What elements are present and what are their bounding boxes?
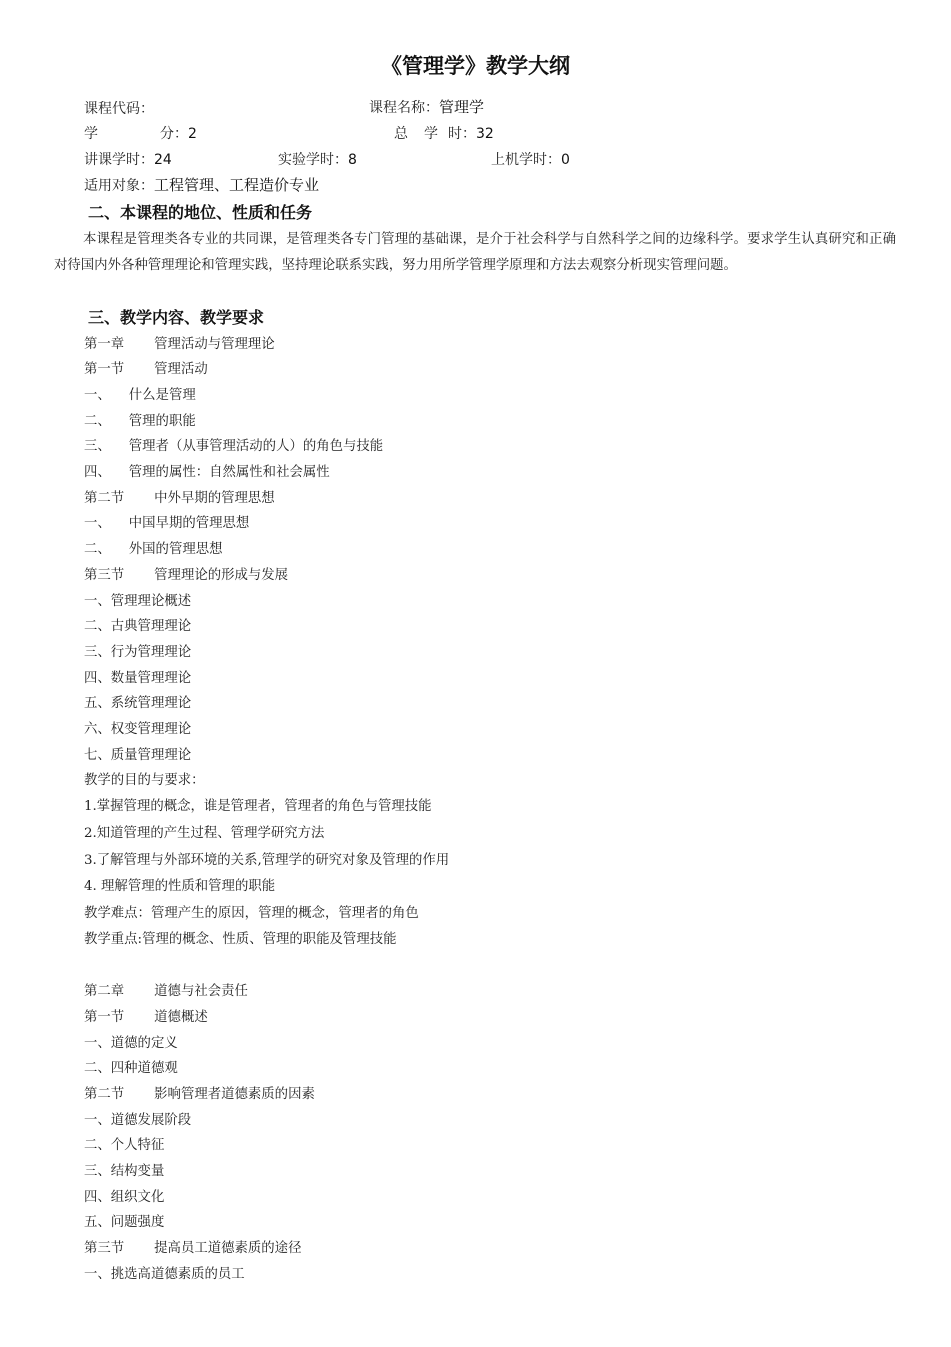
teaching-difficulty: 教学难点：管理产生的原因，管理的概念，管理者的角色 — [84, 906, 419, 921]
chapter-2-section-1-heading — [84, 1006, 208, 1025]
section-label: 第三节 — [84, 568, 125, 583]
list-item: 二、古典管理理论 — [84, 619, 192, 634]
section-title: 管理活动 — [154, 362, 208, 377]
chapter-2-section-2-heading — [84, 1083, 315, 1102]
section-2-heading: 二、本课程的地位、性质和任务 — [88, 203, 313, 222]
chapter-2-section-3-heading — [84, 1237, 301, 1256]
list-number: 二、 — [84, 414, 111, 429]
list-item — [84, 435, 383, 454]
section-label: 第一节 — [84, 362, 125, 377]
list-item: 三、行为管理理论 — [84, 645, 192, 660]
list-text: 管理者（从事管理活动的人）的角色与技能 — [128, 439, 384, 454]
lecture-hours-label: 讲课学时： — [84, 152, 154, 168]
list-item — [84, 410, 196, 429]
list-text: 外国的管理思想 — [128, 542, 223, 557]
list-item: 一、道德发展阶段 — [84, 1113, 192, 1128]
total-hours-label-c: 时： — [448, 126, 476, 142]
credits — [84, 123, 197, 143]
chapter-2-label: 第二章 — [84, 984, 125, 999]
list-item: 六、权变管理理论 — [84, 722, 192, 737]
list-text: 管理的属性：自然属性和社会属性 — [128, 465, 330, 480]
list-item: 三、结构变量 — [84, 1164, 165, 1179]
chapter-2-title: 道德与社会责任 — [154, 984, 248, 999]
section-title: 道德概述 — [154, 1010, 208, 1025]
list-number: 一、 — [84, 516, 111, 531]
list-text: 什么是管理 — [128, 388, 196, 403]
machine-hours-value: 0 — [561, 152, 570, 168]
chapter-1-section-1-heading — [84, 358, 208, 377]
chapter-1-label: 第一章 — [84, 337, 125, 352]
goals-label: 教学的目的与要求： — [84, 773, 205, 788]
total-hours-label-a: 总 — [394, 126, 408, 142]
list-item: 五、问题强度 — [84, 1215, 165, 1230]
chapter-2-heading — [84, 980, 248, 999]
total-hours-value: 32 — [476, 126, 494, 142]
section-label: 第二节 — [84, 1087, 125, 1102]
list-item: 四、数量管理理论 — [84, 671, 192, 686]
goal-item: 1.掌握管理的概念，谁是管理者，管理者的角色与管理技能 — [84, 799, 432, 814]
list-number: 二、 — [84, 542, 111, 557]
course-name-value: 管理学 — [439, 98, 485, 116]
section-title: 影响管理者道德素质的因素 — [154, 1087, 315, 1102]
section-title: 提高员工道德素质的途径 — [154, 1241, 302, 1256]
section-label: 第三节 — [84, 1241, 125, 1256]
machine-hours-label: 上机学时： — [491, 152, 561, 168]
goal-item: 3.了解管理与外部环境的关系,管理学的研究对象及管理的作用 — [84, 853, 450, 868]
total-hours-label-b: 学 — [424, 126, 438, 142]
audience-label: 适用对象： — [84, 178, 154, 194]
lecture-hours — [84, 149, 172, 169]
lecture-hours-value: 24 — [154, 152, 172, 168]
total-hours — [394, 123, 494, 143]
goal-item: 2.知道管理的产生过程、管理学研究方法 — [84, 826, 325, 841]
list-item — [84, 512, 249, 531]
list-item: 七、质量管理理论 — [84, 748, 192, 763]
lab-hours-value: 8 — [348, 152, 357, 168]
section-label: 第一节 — [84, 1010, 125, 1025]
section-label: 第二节 — [84, 491, 125, 506]
credits-label-a: 学 — [84, 126, 98, 142]
list-item — [84, 538, 223, 557]
credits-label-b: 分： — [160, 126, 188, 142]
lab-hours-label: 实验学时： — [278, 152, 348, 168]
course-code-label: 课程代码： — [84, 101, 154, 117]
list-item: 四、组织文化 — [84, 1190, 165, 1205]
section-title: 中外早期的管理思想 — [154, 491, 275, 506]
list-item — [84, 461, 330, 480]
chapter-1-title: 管理活动与管理理论 — [154, 337, 275, 352]
course-code — [84, 98, 154, 118]
course-name-label: 课程名称： — [369, 100, 439, 116]
document-title: 《管理学》教学大纲 — [381, 54, 570, 78]
list-number: 一、 — [84, 388, 111, 403]
section-3-heading: 三、教学内容、教学要求 — [88, 308, 265, 327]
list-text: 管理的职能 — [128, 414, 196, 429]
list-item: 一、管理理论概述 — [84, 594, 192, 609]
list-item: 五、系统管理理论 — [84, 696, 192, 711]
goal-item: 4. 理解管理的性质和管理的职能 — [84, 879, 276, 894]
teaching-focus: 教学重点:管理的概念、性质、管理的职能及管理技能 — [84, 932, 397, 947]
section-title: 管理理论的形成与发展 — [154, 568, 289, 583]
chapter-1-section-2-heading — [84, 487, 275, 506]
list-number: 四、 — [84, 465, 111, 480]
chapter-1-section-3-heading — [84, 564, 288, 583]
course-name — [369, 96, 484, 117]
credits-value: 2 — [188, 126, 197, 142]
list-item: 一、挑选高道德素质的员工 — [84, 1267, 245, 1282]
list-number: 三、 — [84, 439, 111, 454]
chapter-1-heading — [84, 333, 275, 352]
audience-value: 工程管理、工程造价专业 — [154, 176, 320, 194]
list-text: 中国早期的管理思想 — [128, 516, 250, 531]
audience — [84, 174, 319, 195]
list-item: 二、四种道德观 — [84, 1061, 178, 1076]
list-item: 二、个人特征 — [84, 1138, 165, 1153]
list-item: 一、道德的定义 — [84, 1036, 178, 1051]
section-2-paragraph: 本课程是管理类各专业的共同课，是管理类各专门管理的基础课，是介于社会科学与自然科学之间的边缘科学。要求学生认真研究和正确对待国内外各种管理理论和管理实践，坚持理论联系实践，努力用所学管理学原理和方法去观察分析现实管理问题。 — [54, 232, 896, 273]
machine-hours — [491, 149, 570, 169]
lab-hours — [278, 149, 357, 169]
list-item — [84, 384, 196, 403]
